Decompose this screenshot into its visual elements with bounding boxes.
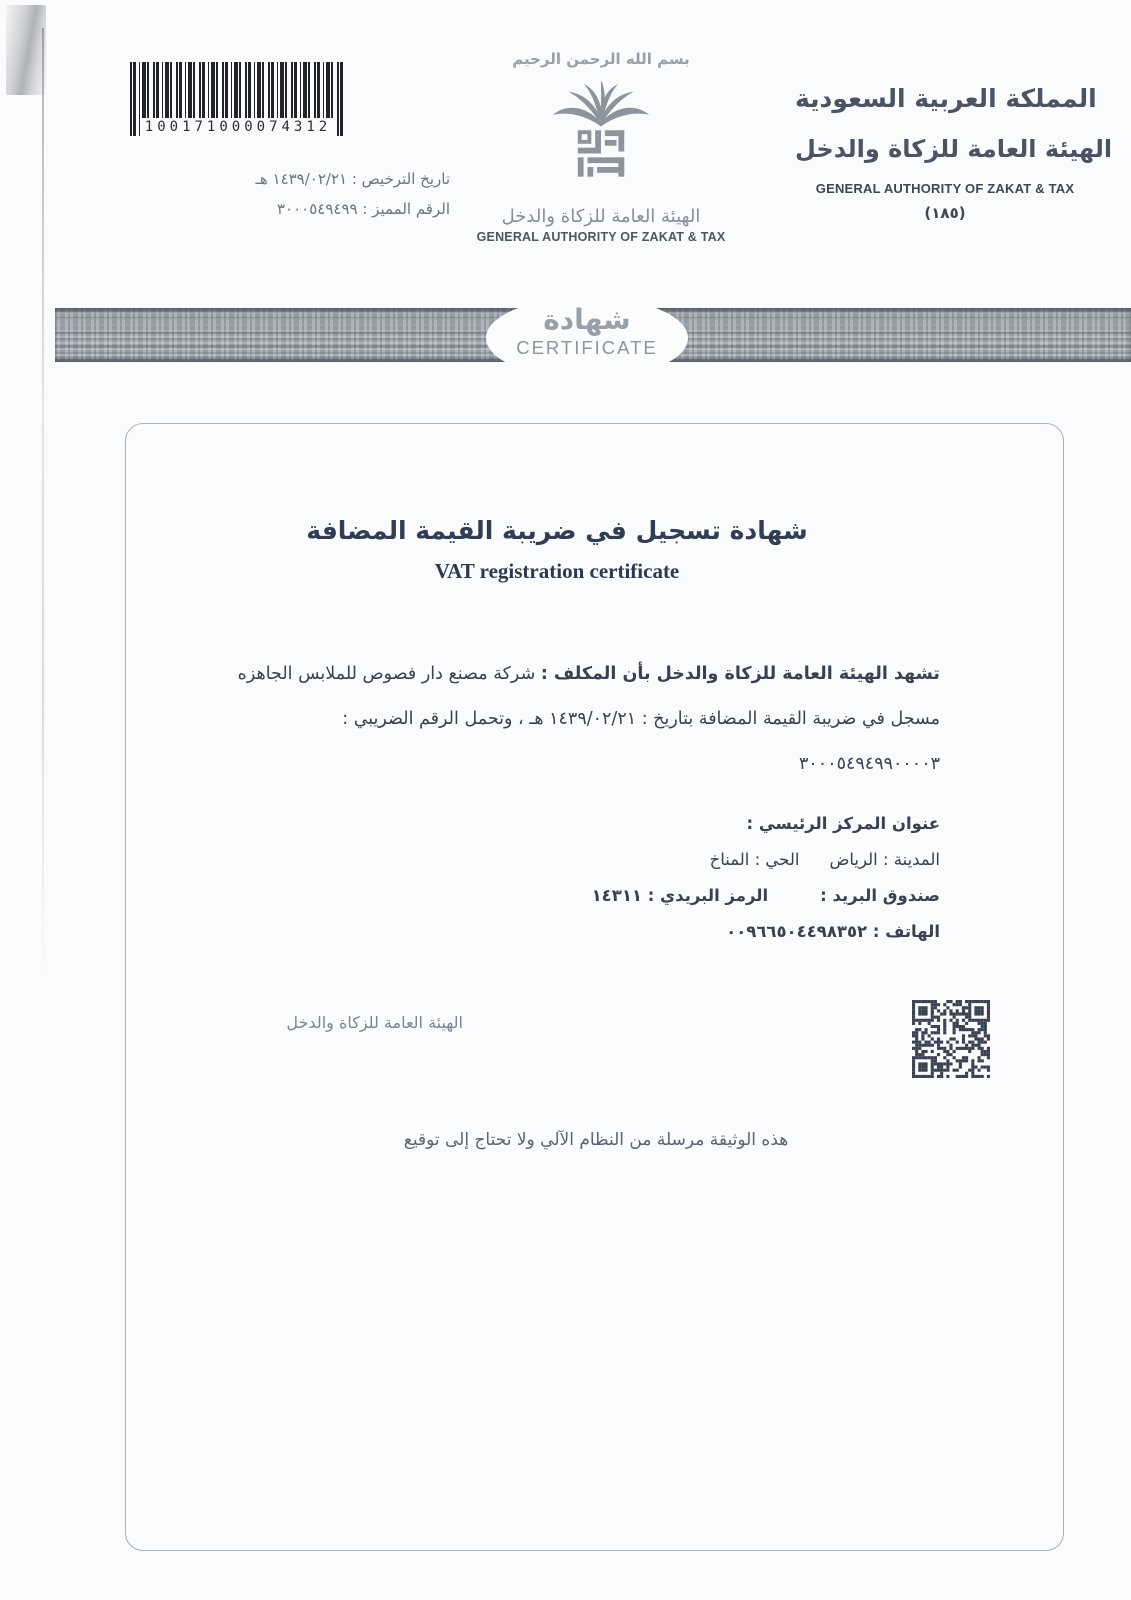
form-number: (١٨٥) [924, 204, 966, 222]
taxpayer-name: شركة مصنع دار فصوص للملابس الجاهزه [237, 664, 536, 684]
address-pobox: صندوق البريد : [820, 886, 940, 905]
kingdom-calligraphy: المملكة العربية السعودية [795, 84, 1097, 113]
certificate-title-arabic: شهادة تسجيل في ضريبة القيمة المضافة [306, 516, 808, 545]
authority-name-english: GENERAL AUTHORITY OF ZAKAT & TAX [476, 230, 726, 244]
authority-name-arabic: الهيئة العامة للزكاة والدخل [501, 206, 701, 227]
banner-title-arabic: شهادة [543, 303, 631, 336]
statement-line-1 [235, 652, 940, 697]
authority-logo-block [470, 50, 732, 244]
authority-english-right: GENERAL AUTHORITY OF ZAKAT & TAX [815, 181, 1075, 196]
authority-calligraphy: الهيئة العامة للزكاة والدخل [795, 135, 1113, 163]
head-office-address [592, 806, 940, 950]
address-city: المدينة : الرياض [829, 850, 940, 869]
statement-line-2: مسجل في ضريبة القيمة المضافة بتاريخ : ١٤٣٩/٠٢/٢١ هـ ، وتحمل الرقم الضريبي : ٣٠٠٠٥٤٩٤٩٩٠٠٠٠٣ [342, 709, 940, 774]
address-pobox-row [592, 878, 940, 914]
qr-side-caption: الهيئة العامة للزكاة والدخل [286, 1013, 463, 1032]
gazt-palm-logo-icon [543, 76, 659, 200]
certificate-title-english: VAT registration certificate [434, 559, 680, 583]
address-heading: عنوان المركز الرئيسي : [746, 814, 940, 833]
barcode-number: 100171000074312 [141, 118, 335, 136]
barcode [130, 62, 346, 136]
license-date: تاريخ الترخيص : ١٤٣٩/٠٢/٢١ هـ [255, 170, 450, 188]
qr-code [912, 1000, 990, 1078]
bismillah-calligraphy: بسم الله الرحمن الرحيم [512, 50, 690, 68]
license-info-block [150, 164, 450, 224]
distinct-number: الرقم المميز : ٣٠٠٠٥٤٩٤٩٩ [277, 200, 450, 218]
kingdom-header-block [795, 74, 1113, 222]
address-postal-code: الرمز البريدي : ١٤٣١١ [591, 886, 769, 905]
certificate-frame [125, 423, 1064, 1551]
footer-note: هذه الوثيقة مرسلة من النظام الآلي ولا تحتاج إلى توقيع [403, 1130, 789, 1150]
banner-title-english: CERTIFICATE [516, 337, 658, 358]
certificate-title-block [127, 510, 987, 584]
address-district: الحي : المناخ [709, 850, 800, 869]
scan-smudge-artifact [6, 5, 46, 95]
address-phone: الهاتف : ٠٠٩٦٦٥٠٤٤٩٨٣٥٢ [726, 922, 940, 941]
address-city-row [592, 842, 940, 878]
scan-line-artifact [42, 28, 44, 978]
statement-intro: تشهد الهيئة العامة للزكاة والدخل بأن المكلف : [540, 664, 940, 684]
certificate-banner-label [486, 297, 688, 379]
certification-statement [235, 652, 940, 787]
